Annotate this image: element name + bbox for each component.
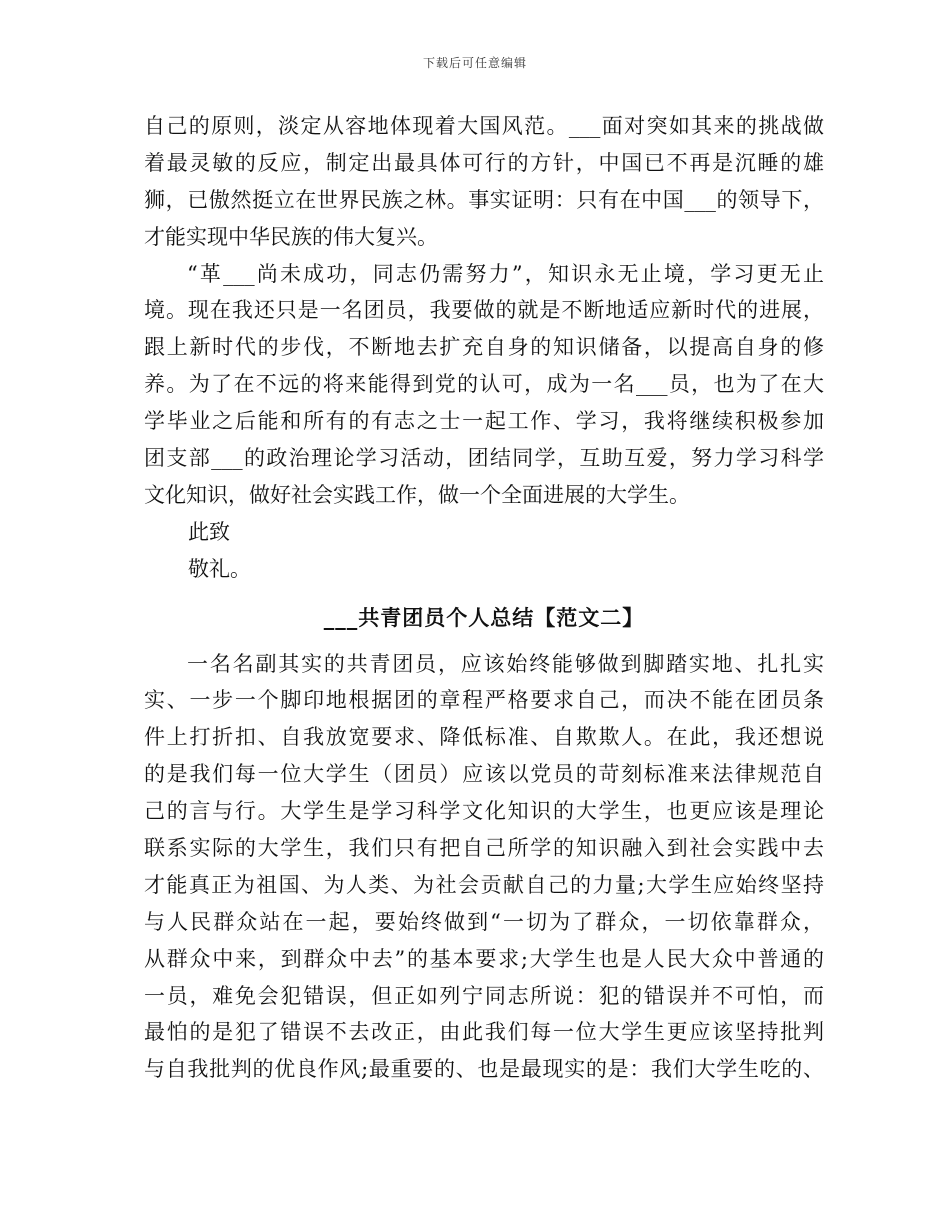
text-line: 才能真正为祖国、为人类、为社会贡献自己的力量;大学生应始终坚持 bbox=[144, 872, 824, 897]
text-line: 实、一步一个脚印地根据团的章程严格要求自己，而决不能在团员条 bbox=[144, 688, 824, 713]
text-line: 狮，已傲然挺立在世界民族之林。事实证明：只有在中国___的领导下， bbox=[144, 187, 824, 212]
section-heading: ___共青团员个人总结【范文二】 bbox=[323, 604, 645, 630]
text-line: 跟上新时代的步伐，不断地去扩充自身的知识储备，以提高自身的修 bbox=[144, 335, 824, 360]
text-line: 己的言与行。大学生是学习科学文化知识的大学生，也更应该是理论 bbox=[144, 799, 824, 824]
paragraph-3 bbox=[144, 646, 824, 1089]
text-line: 从群众中来，到群众中去”的基本要求;大学生也是人民大众中普通的 bbox=[144, 946, 824, 971]
page-header: 下载后可任意编辑 bbox=[422, 56, 527, 70]
text-line: 文化知识，做好社会实践工作，做一个全面进展的大学生。 bbox=[144, 482, 690, 507]
text-line: 学毕业之后能和所有的有志之士一起工作、学习，我将继续积极参加 bbox=[144, 409, 824, 434]
text-line: 一名名副其实的共青团员，应该始终能够做到脚踏实地、扎扎实 bbox=[187, 651, 824, 676]
paragraph-1 bbox=[144, 108, 824, 256]
text-line: 自己的原则，淡定从容地体现着大国风范。___面对突如其来的挑战做 bbox=[144, 114, 824, 138]
text-line: 件上打折扣、自我放宽要求、降低标准、自欺欺人。在此，我还想说 bbox=[144, 725, 824, 750]
text-line: 最怕的是犯了错误不去改正，由此我们每一位大学生更应该坚持批判 bbox=[144, 1020, 824, 1045]
closing-line: 敬礼。 bbox=[188, 556, 251, 581]
text-line: 联系实际的大学生，我们只有把自己所学的知识融入到社会实践中去 bbox=[144, 836, 824, 861]
text-line: 着最灵敏的反应，制定出最具体可行的方针，中国已不再是沉睡的雄 bbox=[144, 150, 824, 175]
text-line: 与自我批判的优良作风;最重要的、也是最现实的是：我们大学生吃的、 bbox=[144, 1057, 824, 1082]
text-line: 境。现在我还只是一名团员，我要做的就是不断地适应新时代的进展， bbox=[144, 298, 824, 323]
text-line: 团支部___的政治理论学习活动，团结同学，互助互爱，努力学习科学 bbox=[144, 446, 824, 471]
text-line: 才能实现中华民族的伟大复兴。 bbox=[144, 224, 438, 249]
text-line: “革___尚未成功，同志仍需努力”，知识永无止境，学习更无止 bbox=[187, 261, 824, 286]
text-line: 一员，难免会犯错误，但正如列宁同志所说：犯的错误并不可怕，而 bbox=[144, 983, 824, 1008]
closing-line: 此致 bbox=[188, 519, 230, 544]
text-line: 与人民群众站在一起，要始终做到“一切为了群众，一切依靠群众， bbox=[144, 909, 824, 934]
text-line: 养。为了在不远的将来能得到党的认可，成为一名___员，也为了在大 bbox=[144, 372, 824, 397]
document-body bbox=[144, 108, 824, 1088]
text-line: 的是我们每一位大学生（团员）应该以党员的苛刻标准来法律规范自 bbox=[144, 762, 824, 787]
closing-salutation bbox=[144, 514, 824, 588]
paragraph-2 bbox=[144, 256, 824, 514]
